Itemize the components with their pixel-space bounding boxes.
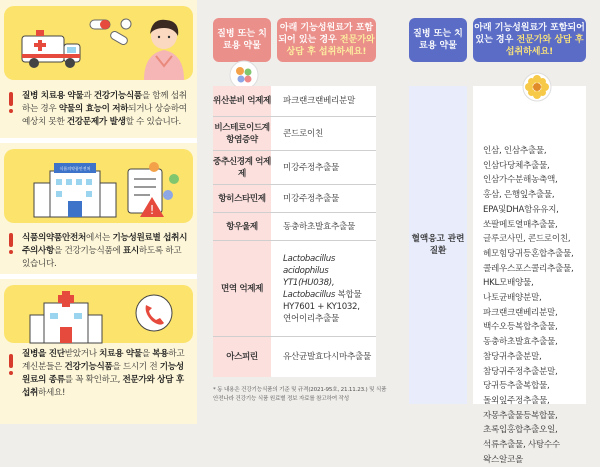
table-row (213, 241, 376, 337)
right-header-condition: 질병 또는 치료용 약물 (409, 18, 467, 62)
ambulance-icon (22, 30, 80, 68)
list-item: 파크랜크랜베리분말, (483, 307, 558, 318)
illustration-building-label (4, 149, 193, 223)
list-item: 참당귀추출분말, (483, 351, 542, 362)
info-panel-consult-expert (0, 279, 197, 424)
middle-header-condition: 질병 또는 치료용 약물 (213, 18, 271, 62)
footnote: * 동 내용은 건강기능식품의 기준 및 규격(2021-95호, 21.11.23.) 및 식품안전나라 건강기능 식품 원료별 정보 자료를 참고하여 작성 (213, 387, 387, 402)
list-item: 인삼가수분해농축액, (483, 175, 558, 186)
list-item: 당귀등추출복합물, (483, 381, 550, 392)
drug-cell: 항우울제 (213, 213, 271, 240)
condition-cell: 혈액응고 관련 질환 (409, 86, 467, 404)
panel2-text: 식품의약품안전처에서는 기능성원료별 섭취시 주의사항을 건강기능식품에 표시하도록 하고 있습니다. (22, 233, 188, 269)
table-row (213, 337, 376, 377)
list-item: 백수오등복합추출물, (483, 322, 558, 333)
ingredient-cell: 미강주정추출물 (271, 185, 376, 212)
illustration-hospital-phone (4, 285, 193, 343)
drug-cell: 항히스타민제 (213, 185, 271, 212)
table-row (213, 213, 376, 241)
drug-cell: 중추신경계 억제제 (213, 151, 271, 184)
list-item: 글루코사민, 콘드로이친, (483, 234, 571, 245)
flower-icon (522, 72, 552, 102)
list-item: 인삼, 인삼추출물, (483, 146, 547, 156)
list-item: 석류추출물, 사탕수수 (483, 440, 560, 451)
hospital-icon (30, 291, 102, 343)
list-item: 돌외잎주정추출물, (483, 395, 550, 406)
list-item: 자몽추출물등복합물, (483, 410, 558, 421)
ingredient-cell: 미강주정추출물 (271, 151, 376, 184)
list-item: 나토균배양분말, (483, 293, 542, 304)
list-item: 헤모힘당귀등혼합추출물, (483, 248, 574, 259)
list-item: 초록입홍합추출오일, (483, 425, 558, 436)
capsule-icon (90, 19, 131, 46)
list-item: 왁스알코올 (483, 454, 524, 465)
list-item: 인삼다당체추출물, (483, 160, 550, 171)
drug-cell: 위산분비 억제제 (213, 86, 271, 116)
drug-cell: 비스테로이드계 항염증약 (213, 117, 271, 150)
phone-call-icon (136, 295, 172, 331)
table-row (213, 86, 376, 117)
drug-ingredient-table (213, 86, 376, 377)
list-item: 참당귀주정추출분말, (483, 366, 558, 377)
ingredient-list (473, 86, 586, 465)
illustration-ambulance-woman (4, 6, 193, 80)
ingredient-cell: 콘드로이친 (271, 117, 376, 150)
list-item: 콜레우스포스콜리추출물, (483, 263, 574, 274)
table-row (213, 185, 376, 213)
list-item: HKL모배양물, (483, 278, 534, 289)
exclamation-icon (6, 354, 16, 376)
table-row (213, 151, 376, 185)
info-panel-drug-interaction (0, 0, 197, 138)
list-item: 쏘팔메토열매추출물, (483, 219, 558, 230)
ingredient-cell: Lactobacillus acidophilus YT1(HU038), Lactobacillus 복합물 HY7601 + KY1032, 연어이리추출물 (271, 241, 376, 336)
panel1-text: 질병 치료용 약물과 건강기능식품을 함께 섭취하는 경우 약물의 효능이 저하되거나 상승하여 예상치 못한 건강문제가 발생할 수 있습니다. (22, 91, 187, 127)
drug-cell: 면역 억제제 (213, 241, 271, 336)
list-item: EPA및DHA함유유지, (483, 204, 559, 215)
ingredient-cell: 파크랜크랜베리분말 (271, 86, 376, 116)
svg-text:!: ! (149, 203, 155, 217)
panel3-text: 질병을 진단받았거나 치료용 약물을 복용하고 계신분들은 건강기능식품을 드시기 전 기능성원료의 종류를 꼭 확인하고, 전문가와 상담 후 섭취하세요! (22, 349, 185, 398)
nutrition-label-icon (128, 169, 164, 217)
table-row (213, 117, 376, 151)
ingredient-cell: 동충하초발효추출물 (271, 213, 376, 240)
woman-figure-icon (144, 20, 184, 80)
info-panel-mfds-labeling (0, 143, 197, 274)
middle-header-ingredient: 아래 기능성원료가 포함되어 있는 경우 전문가와 상담 후 섭취하세요! (277, 18, 376, 62)
exclamation-icon (6, 92, 16, 114)
list-item: 홍삼, 은행잎추출물, (483, 190, 555, 201)
ingredient-cell: 유산균발효다시마추출물 (271, 337, 376, 377)
government-building-icon (34, 163, 116, 217)
left-column (0, 0, 197, 424)
building-sign: 식품의약품안전처 (59, 166, 91, 171)
list-item: 동충하초발효추출물, (483, 337, 558, 348)
exclamation-icon (6, 233, 16, 255)
right-header-ingredient: 아래 기능성원료가 포함되어 있는 경우 전문가와 상담 후 섭취하세요! (473, 18, 586, 62)
drug-cell: 아스피린 (213, 337, 271, 377)
